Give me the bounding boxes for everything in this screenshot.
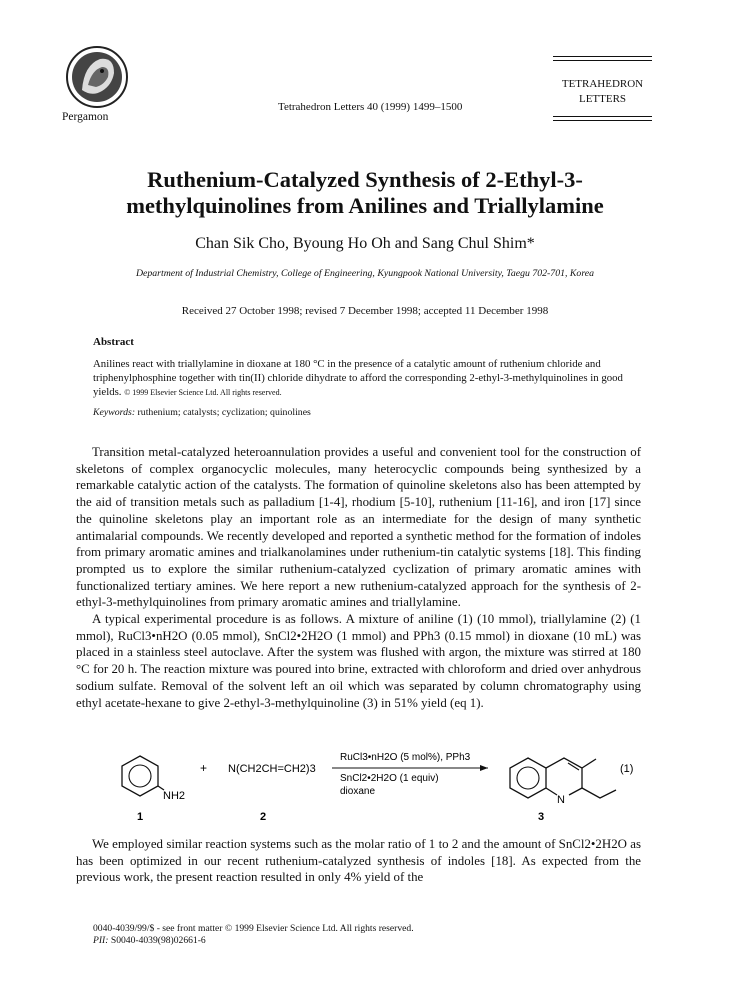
triallylamine-formula: N(CH2CH=CH2)3	[228, 763, 316, 775]
received-dates: Received 27 October 1998; revised 7 December 1998; accepted 11 December 1998	[181, 305, 549, 317]
nh2-label: NH2	[163, 790, 186, 802]
citation: Tetrahedron Letters 40 (1999) 1499–1500	[278, 101, 463, 113]
pii-value: S0040-4039(98)02661-6	[110, 935, 206, 946]
title-line2: methylquinolines from Anilines and Triallylamine	[126, 193, 604, 218]
pergamon-logo	[62, 45, 132, 110]
aniline-structure	[122, 756, 185, 802]
arrow-head	[480, 765, 488, 771]
keywords-label: Keywords:	[93, 407, 136, 418]
compound-label-2: 2	[260, 811, 267, 823]
abstract-text	[93, 357, 638, 401]
body-paragraph-1: Transition metal-catalyzed heteroannulation provides a useful and convenient tool for the construction of skeletons of complex organocyclic molecules, many heterocyclic compounds being synthesized by a remarkable catalytic action of the catalysts. The formation of quinoline skeletons also has been attempted by the aid of transition metals such as palladium [1-4], rhodium [5-10], ruthenium [11-16], and iron [17] since the quinoline skeletons play an important role as an intermediate for the design of many synthetic antimalarial compounds. We recently developed and reported a synthetic method for the formation of indoles from primary aromatic amines and trialkanolamines under ruthenium-tin catalytic systems [18]. This finding prompted us to explore the similar ruthenium-catalyzed cyclization of primary aromatic amines with functionalized tertiary amines. We here report a new ruthenium-catalyzed approach for the synthesis of 2-ethyl-3-methylquinolines from primary aromatic amines and triallylamine.	[76, 445, 641, 610]
footer-copyright: 0040-4039/99/$ - see front matter © 1999 Elsevier Science Ltd. All rights reserved.	[93, 923, 414, 934]
body-paragraph-3: We employed similar reaction systems such as the molar ratio of 1 to 2 and the amount of SnCl2•2H2O as has been optimized in our recent ruthenium-catalyzed synthesis of indoles [18]. As expected from the previous work, the present reaction resulted in only 4% yield of the	[76, 837, 641, 885]
nitrogen-label: N	[557, 794, 565, 806]
publisher-name: Pergamon	[62, 111, 109, 123]
conditions-catalyst: RuCl3•nH2O (5 mol%), PPh3	[340, 752, 471, 763]
title-line1: Ruthenium-Catalyzed Synthesis of 2-Ethyl-3-	[147, 167, 583, 192]
abstract-heading: Abstract	[93, 336, 134, 348]
journal-name	[553, 77, 652, 107]
journal-rule	[553, 60, 652, 61]
footer	[93, 923, 414, 947]
affiliation: Department of Industrial Chemistry, College of Engineering, Kyungpook National University, Taegu 702-701, Korea	[135, 268, 595, 279]
journal-rule	[553, 116, 652, 117]
article-title	[60, 167, 670, 219]
compound-label-3: 3	[538, 811, 545, 823]
conditions-solvent: dioxane	[340, 786, 376, 797]
abstract-copyright: © 1999 Elsevier Science Ltd. All rights reserved.	[124, 388, 282, 398]
journal-rule	[553, 56, 652, 57]
journal-name-line2: LETTERS	[578, 93, 627, 105]
keywords-list: ruthenium; catalysts; cyclization; quinolines	[137, 407, 311, 418]
journal-rule	[553, 120, 652, 121]
authors: Chan Sik Cho, Byoung Ho Oh and Sang Chul Shim*	[195, 235, 535, 252]
conditions-additive: SnCl2•2H2O (1 equiv)	[340, 773, 439, 784]
plus-sign: +	[200, 761, 208, 775]
quinoline-structure	[510, 758, 616, 806]
compound-label-1: 1	[137, 811, 144, 823]
equation-number: (1)	[620, 763, 634, 775]
body-section-1	[76, 444, 641, 711]
keywords	[93, 407, 311, 418]
body-section-2	[76, 836, 641, 886]
journal-name-line1: TETRAHEDRON	[561, 78, 644, 90]
abstract-body: Anilines react with triallylamine in dioxane at 180 °C in the presence of a catalytic amount of ruthenium chloride and triphenylphosphine together with tin(II) chloride dihydrate to afford the corresponding 2-ethyl-3-methylquinolines in good yields.	[93, 358, 623, 399]
body-paragraph-2: A typical experimental procedure is as follows. A mixture of aniline (1) (10 mmol), triallylamine (2) (1 mmol), RuCl3•nH2O (0.05 mmol), SnCl2•2H2O (1 mmol) and PPh3 (0.15 mmol) in dioxane (10 mL) was placed in a stainless steel autoclave. After the system was flushed with argon, the mixture was stirred at 180 °C for 20 h. The reaction mixture was poured into brine, extracted with chloroform and dried over anhydrous sodium sulfate. Removal of the solvent left an oil which was separated by column chromatography using ethyl acetate-hexane to give 2-ethyl-3-methylquinoline (3) in 51% yield (eq 1).	[76, 612, 641, 710]
footer-pii	[93, 935, 414, 947]
pii-label: PII:	[93, 935, 109, 946]
